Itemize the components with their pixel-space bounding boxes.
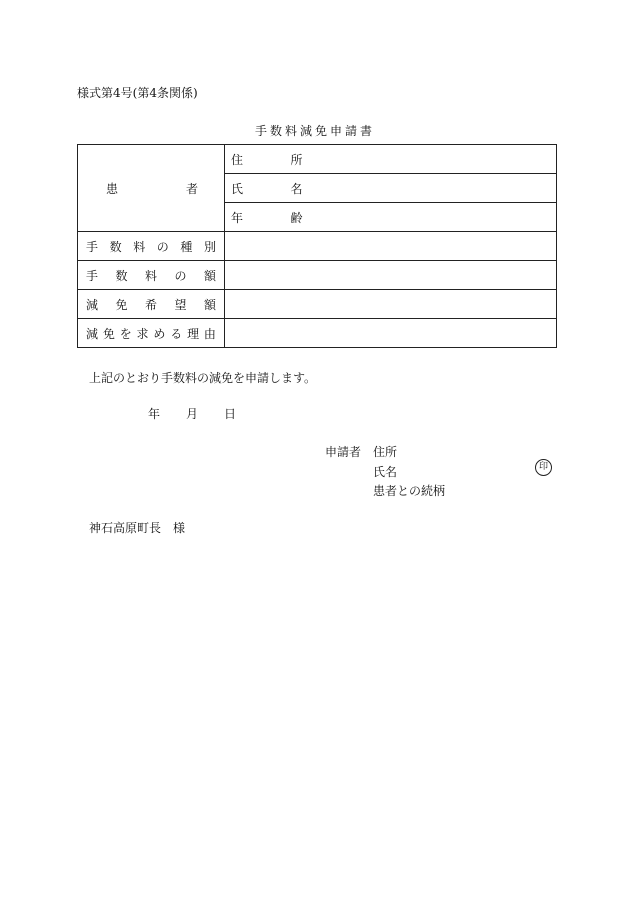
exemption-amount-label-char: 望 [174, 297, 187, 312]
exemption-reason-label-char: 免 [102, 326, 115, 341]
address-label-char: 住 [231, 152, 244, 167]
applicant-address-label: 住所 [373, 445, 398, 459]
patient-label-char: 者 [185, 181, 198, 196]
fee-amount-value-cell[interactable] [225, 261, 557, 290]
fee-amount-label-cell [78, 261, 225, 290]
exemption-reason-value-cell[interactable] [225, 319, 557, 348]
fee-type-label-cell [78, 232, 225, 261]
applicant-name-label: 氏名 [373, 465, 398, 479]
exemption-reason-label-char: 由 [203, 326, 216, 341]
exemption-amount-label-char: 減 [86, 297, 99, 312]
application-table [77, 144, 557, 348]
date-year-label: 年 [148, 407, 161, 421]
fee-type-label-char: 手 [86, 239, 99, 254]
fee-type-label-char: 数 [109, 239, 122, 254]
exemption-amount-label-char: 額 [203, 297, 216, 312]
fee-type-label-char: の [156, 239, 169, 254]
age-label-char: 齢 [290, 210, 303, 225]
document-title: 手数料減免申請書 [254, 124, 375, 138]
patient-label-char: 患 [106, 181, 119, 196]
name-label-char: 名 [290, 181, 303, 196]
exemption-reason-label-char: る [170, 326, 183, 341]
age-label-char: 年 [231, 210, 244, 225]
exemption-amount-value-cell[interactable] [225, 290, 557, 319]
fee-type-label-char: 別 [203, 239, 216, 254]
fee-amount-label-char: 手 [86, 268, 99, 283]
exemption-amount-label-char: 希 [144, 297, 157, 312]
patient-label-cell [78, 145, 225, 232]
exemption-reason-label-char: 減 [86, 326, 99, 341]
applicant-label: 申請者 [325, 445, 362, 459]
date-day-label: 日 [224, 407, 237, 421]
application-statement: 上記のとおり手数料の減免を申請します。 [89, 371, 317, 385]
applicant-relation-label: 患者との続柄 [373, 484, 446, 498]
exemption-amount-label-cell [78, 290, 225, 319]
exemption-reason-label-char: 理 [187, 326, 200, 341]
fee-type-value-cell[interactable] [225, 232, 557, 261]
exemption-reason-label-cell [78, 319, 225, 348]
name-label-char: 氏 [231, 181, 244, 196]
patient-name-cell[interactable] [225, 174, 557, 203]
fee-amount-label-char: 数 [115, 268, 128, 283]
exemption-reason-label-char: を [119, 326, 132, 341]
exemption-amount-label-char: 免 [115, 297, 128, 312]
fee-type-label-char: 料 [133, 239, 146, 254]
address-label-char: 所 [290, 152, 303, 167]
fee-type-label-char: 種 [180, 239, 193, 254]
patient-age-cell[interactable] [225, 203, 557, 232]
exemption-reason-label-char: め [153, 326, 166, 341]
date-line [148, 405, 236, 422]
patient-address-cell[interactable] [225, 145, 557, 174]
date-month-label: 月 [186, 407, 199, 421]
seal-mark: 印 [535, 459, 552, 476]
fee-amount-label-char: 料 [144, 268, 157, 283]
addressee: 神石高原町長 様 [89, 521, 186, 535]
form-number: 様式第4号(第4条関係) [77, 86, 198, 100]
fee-amount-label-char: 額 [203, 268, 216, 283]
exemption-reason-label-char: 求 [136, 326, 149, 341]
fee-amount-label-char: の [174, 268, 187, 283]
